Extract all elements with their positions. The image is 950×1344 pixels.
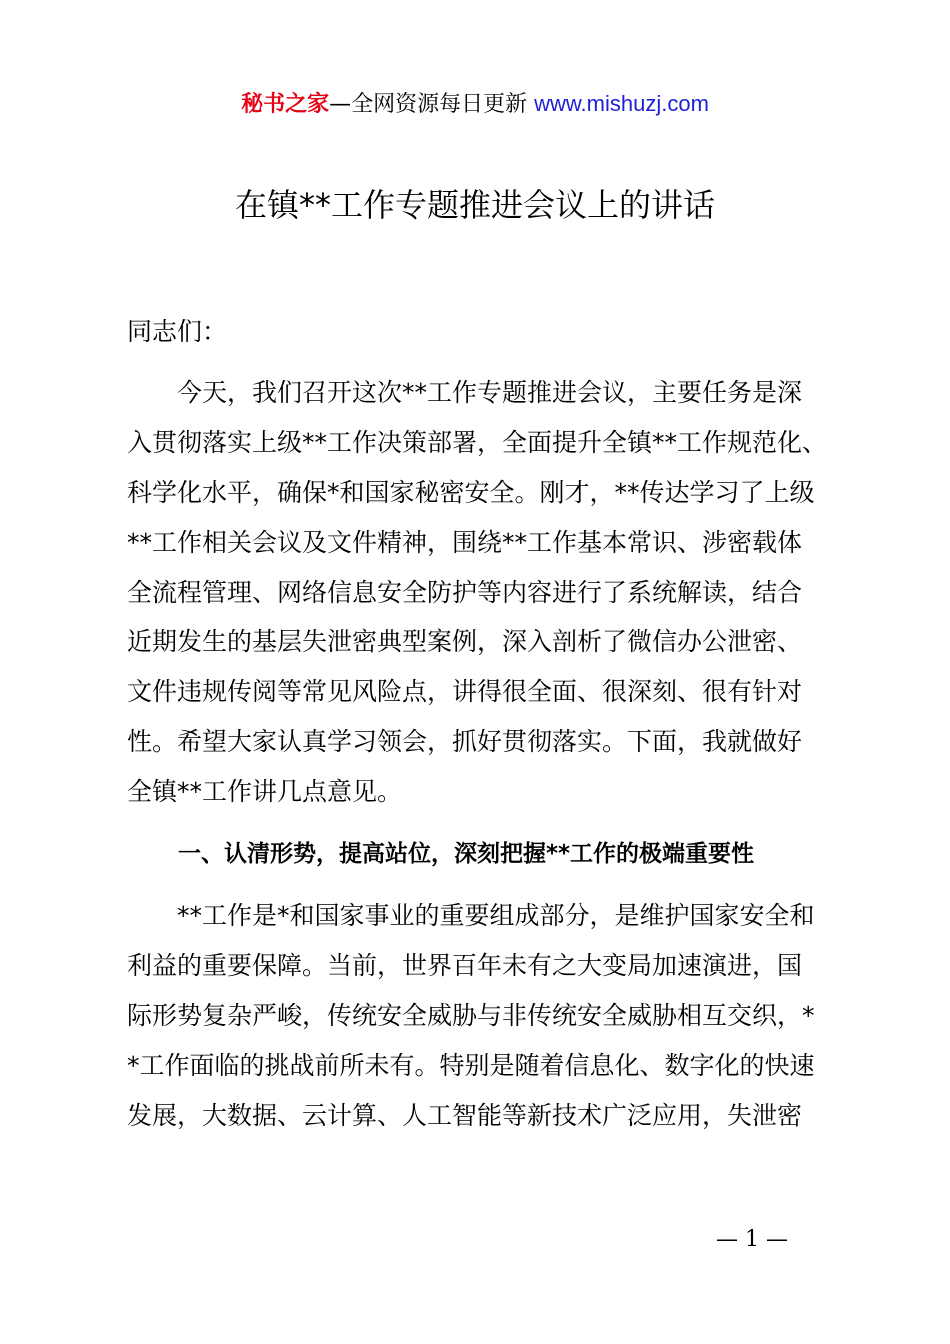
paragraph-line: 全流程管理、网络信息安全防护等内容进行了系统解读，结合 bbox=[127, 577, 803, 607]
header-slogan: —全网资源每日更新 bbox=[329, 92, 535, 117]
page-number: — 1 — bbox=[716, 1227, 788, 1252]
brand-name: 秘书之家 bbox=[241, 92, 330, 117]
paragraph-line: **工作是*和国家事业的重要组成部分，是维护国家安全和 bbox=[177, 901, 815, 930]
header-banner bbox=[0, 88, 950, 121]
paragraph-line: 今天，我们召开这次**工作专题推进会议，主要任务是深 bbox=[177, 378, 803, 407]
paragraph-line: 性。希望大家认真学习领会，抓好贯彻落实。下面，我就做好 bbox=[127, 727, 803, 757]
site-url-link[interactable]: www.mishuzj.com bbox=[534, 91, 709, 116]
paragraph-line: 近期发生的基层失泄密典型案例，深入剖析了微信办公泄密、 bbox=[127, 627, 803, 657]
document-title: 在镇**工作专题推进会议上的讲话 bbox=[234, 186, 715, 224]
paragraph-line: 际形势复杂严峻，传统安全威胁与非传统安全威胁相互交织，* bbox=[127, 1000, 815, 1030]
paragraph-line: 科学化水平，确保*和国家秘密安全。刚才，**传达学习了上级 bbox=[127, 477, 815, 507]
paragraph-line: 入贯彻落实上级**工作决策部署，全面提升全镇**工作规范化、 bbox=[127, 427, 828, 457]
paragraph-line: 发展，大数据、云计算、人工智能等新技术广泛应用，失泄密 bbox=[127, 1100, 803, 1130]
paragraph-line: 利益的重要保障。当前，世界百年未有之大变局加速演进，国 bbox=[127, 950, 803, 980]
salutation: 同志们： bbox=[127, 317, 228, 346]
paragraph-line: *工作面临的挑战前所未有。特别是随着信息化、数字化的快速 bbox=[127, 1050, 815, 1080]
section-heading: 一、认清形势，提高站位，深刻把握**工作的极端重要性 bbox=[178, 841, 755, 867]
paragraph-intro bbox=[127, 368, 839, 817]
paragraph-line: 全镇**工作讲几点意见。 bbox=[127, 777, 403, 807]
paragraph-line: 文件违规传阅等常见风险点，讲得很全面、很深刻、很有针对 bbox=[127, 677, 803, 707]
paragraph-line: **工作相关会议及文件精神，围绕**工作基本常识、涉密载体 bbox=[127, 527, 803, 557]
paragraph-section1 bbox=[127, 891, 839, 1140]
